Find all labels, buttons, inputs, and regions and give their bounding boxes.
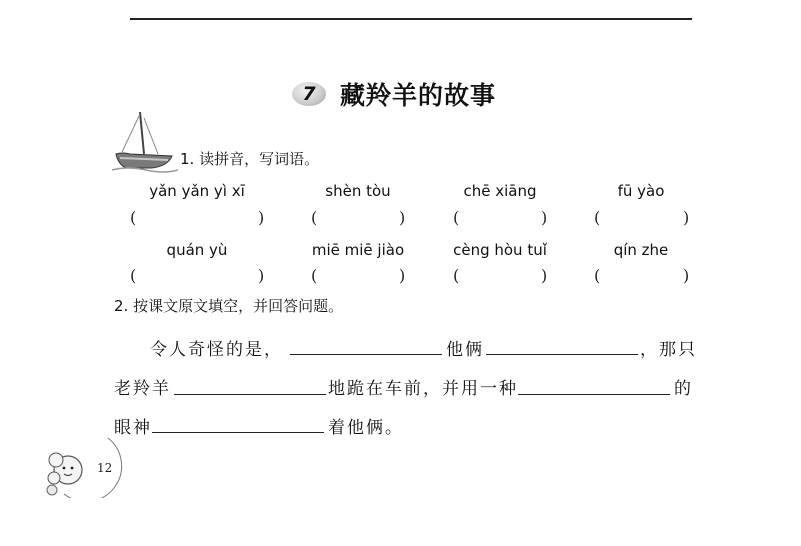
fill-text: 他俩	[446, 340, 484, 360]
fill-blank	[518, 394, 670, 395]
fill-text: 令人奇怪的是，	[150, 340, 283, 360]
question-2-label: 2. 按课文原文填空，并回答问题。	[114, 297, 344, 315]
answer-paren-close: )	[541, 208, 548, 227]
answer-paren-close: )	[683, 208, 690, 227]
lesson-header	[292, 76, 496, 112]
fill-blank	[174, 394, 326, 395]
fill-blank	[152, 432, 324, 433]
answer-paren-open: (	[130, 266, 137, 285]
answer-paren-close: )	[399, 266, 406, 285]
question-1-label: 1. 读拼音，写词语。	[180, 150, 320, 168]
lesson-title: 藏羚羊的故事	[340, 81, 497, 110]
answer-paren-close: )	[683, 266, 690, 285]
answer-paren-open: (	[594, 266, 601, 285]
pinyin-1: yǎn yǎn yì xī	[149, 182, 245, 200]
pinyin-2: shèn tòu	[325, 182, 391, 200]
page-number: 12	[97, 461, 113, 475]
lesson-number-badge: 7	[292, 82, 326, 106]
answer-paren-open: (	[594, 208, 601, 227]
answer-paren-close: )	[258, 266, 265, 285]
fill-blank	[290, 354, 442, 355]
fill-text: 眼神	[114, 418, 152, 438]
pinyin-3: chē xiāng	[463, 182, 537, 200]
boat-icon	[112, 108, 178, 174]
answer-paren-open: (	[311, 266, 318, 285]
answer-paren-open: (	[453, 266, 460, 285]
answer-paren-close: )	[258, 208, 265, 227]
pinyin-7: cèng hòu tuǐ	[453, 241, 547, 259]
pinyin-5: quán yù	[166, 241, 228, 259]
fill-text: 老羚羊	[114, 379, 171, 399]
answer-paren-close: )	[399, 208, 406, 227]
fill-text: 着他俩。	[328, 418, 404, 438]
answer-paren-open: (	[130, 208, 137, 227]
answer-paren-open: (	[311, 208, 318, 227]
fill-text: 的	[674, 379, 693, 399]
fill-text: 地跪在车前，并用一种	[328, 379, 518, 399]
answer-paren-open: (	[453, 208, 460, 227]
pinyin-4: fū yào	[617, 182, 665, 200]
fill-text: ，那只	[640, 340, 697, 360]
fill-blank	[486, 354, 638, 355]
answer-paren-close: )	[541, 266, 548, 285]
top-rule	[130, 18, 692, 20]
pinyin-8: qín zhe	[613, 241, 669, 259]
pinyin-6: miē miē jiào	[311, 241, 405, 259]
